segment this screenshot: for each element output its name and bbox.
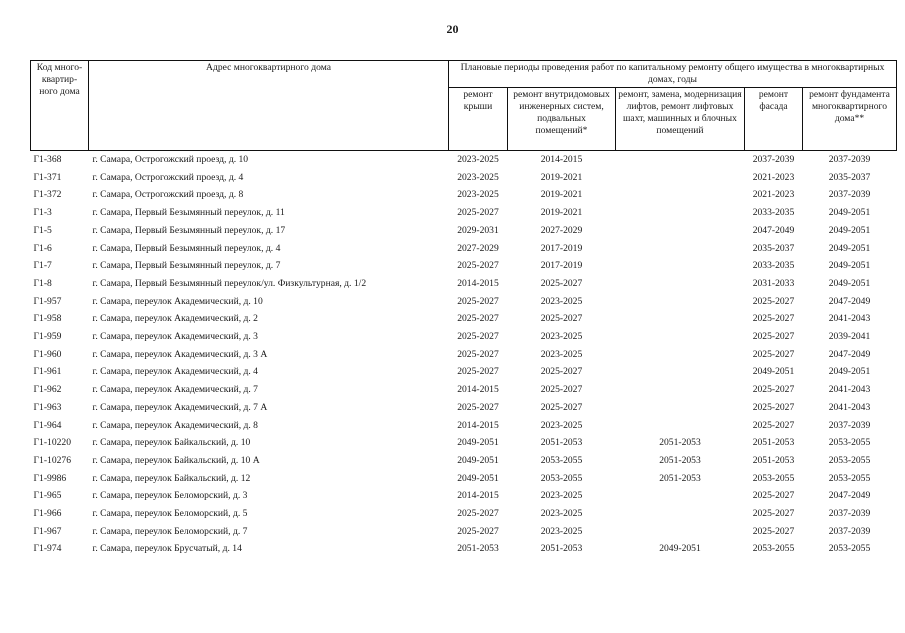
cell-lifts [616,417,745,435]
cell-roof: 2014-2015 [457,384,499,396]
cell-facade: 2025-2027 [752,490,795,502]
cell-code: Г1-9986 [33,472,67,484]
cell-address: г. Самара, Первый Безымянный переулок, д. 11 [92,207,285,219]
cell-systems: 2019-2021 [540,207,583,219]
cell-code: Г1-372 [33,189,62,201]
cell-address: г. Самара, переулок Беломорский, д. 5 [92,508,248,520]
cell-roof: 2014-2015 [457,419,499,431]
cell-foundation: 2049-2051 [828,366,871,378]
table-row [31,222,897,240]
cell-code: Г1-964 [33,419,62,431]
cell-roof: 2025-2027 [457,207,499,219]
cell-code: Г1-967 [33,525,62,537]
cell-facade: 2025-2027 [752,401,795,413]
cell-lifts [616,293,745,311]
cell-systems: 2025-2027 [540,313,583,325]
cell-lifts [616,523,745,541]
cell-foundation: 2035-2037 [828,171,871,183]
cell-foundation: 2049-2051 [828,242,871,254]
cell-roof: 2049-2051 [457,472,499,484]
cell-roof: 2025-2027 [457,295,499,307]
table-row [31,310,897,328]
cell-roof: 2049-2051 [457,437,499,449]
cell-systems: 2019-2021 [540,189,583,201]
cell-foundation: 2053-2055 [828,543,871,555]
cell-systems: 2051-2053 [540,543,583,555]
cell-address: г. Самара, Первый Безымянный переулок, д. 4 [92,242,281,254]
cell-code: Г1-957 [33,295,62,307]
cell-address: г. Самара, переулок Академический, д. 3 А [92,348,268,360]
cell-address: г. Самара, переулок Академический, д. 3 [92,331,258,343]
cell-facade: 2025-2027 [752,419,795,431]
cell-lifts [616,222,745,240]
table-row [31,417,897,435]
cell-code: Г1-6 [33,242,52,254]
cell-address: г. Самара, переулок Академический, д. 4 [92,366,258,378]
cell-lifts [616,240,745,258]
cell-address: г. Самара, переулок Беломорский, д. 7 [92,525,248,537]
cell-facade: 2025-2027 [752,313,795,325]
header-systems: ремонт внутридомовых инженерных систем, подвальных помещений* [508,88,616,151]
cell-roof: 2025-2027 [457,525,499,537]
cell-foundation: 2037-2039 [828,189,871,201]
cell-code: Г1-3 [33,207,52,219]
cell-code: Г1-7 [33,260,52,272]
cell-facade: 2025-2027 [752,384,795,396]
cell-roof: 2014-2015 [457,490,499,502]
cell-address: г. Самара, переулок Беломорский, д. 3 [92,490,248,502]
cell-lifts [616,186,745,204]
table-row [31,328,897,346]
cell-foundation: 2049-2051 [828,207,871,219]
cell-foundation: 2047-2049 [828,348,871,360]
table-row [31,151,897,169]
cell-address: г. Самара, переулок Брусчатый, д. 14 [92,543,242,555]
table-row [31,523,897,541]
cell-roof: 2051-2053 [457,543,499,555]
cell-lifts [616,346,745,364]
cell-code: Г1-8 [33,277,52,289]
cell-code: Г1-960 [33,348,62,360]
cell-lifts [616,399,745,417]
cell-code: Г1-963 [33,401,62,413]
cell-foundation: 2037-2039 [828,525,871,537]
cell-systems: 2023-2025 [540,508,583,520]
cell-roof: 2025-2027 [457,331,499,343]
header-lifts: ремонт, замена, модернизация лифтов, ремонт лифтовых шахт, машинных и блочных помещений [616,88,745,151]
cell-code: Г1-962 [33,384,62,396]
cell-facade: 2047-2049 [752,224,795,236]
cell-systems: 2025-2027 [540,401,583,413]
cell-foundation: 2041-2043 [828,401,871,413]
cell-systems: 2053-2055 [540,472,583,484]
cell-address: г. Самара, переулок Академический, д. 10 [92,295,263,307]
cell-address: г. Самара, переулок Академический, д. 7 А [92,401,268,413]
cell-systems: 2023-2025 [540,331,583,343]
cell-lifts [616,487,745,505]
cell-code: Г1-958 [33,313,62,325]
cell-roof: 2029-2031 [457,224,499,236]
table-row [31,293,897,311]
cell-code: Г1-966 [33,508,62,520]
cell-address: г. Самара, Острогожский проезд, д. 4 [92,171,244,183]
cell-foundation: 2039-2041 [828,331,871,343]
cell-code: Г1-10276 [33,454,72,466]
cell-systems: 2025-2027 [540,366,583,378]
cell-foundation: 2053-2055 [828,454,871,466]
cell-facade: 2031-2033 [752,277,795,289]
cell-roof: 2014-2015 [457,277,499,289]
cell-foundation: 2037-2039 [828,154,871,165]
table-row [31,186,897,204]
cell-facade: 2053-2055 [752,472,795,484]
cell-address: г. Самара, переулок Академический, д. 2 [92,313,258,325]
cell-roof: 2025-2027 [457,313,499,325]
table-row [31,399,897,417]
cell-systems: 2017-2019 [540,242,583,254]
cell-facade: 2053-2055 [752,543,795,555]
cell-address: г. Самара, Острогожский проезд, д. 10 [92,154,249,165]
cell-lifts [616,505,745,523]
table-row [31,540,897,558]
cell-lifts [616,381,745,399]
cell-foundation: 2037-2039 [828,419,871,431]
cell-facade: 2033-2035 [752,207,795,219]
cell-address: г. Самара, переулок Академический, д. 8 [92,419,258,431]
cell-systems: 2027-2029 [540,224,583,236]
table-row [31,346,897,364]
table-row [31,434,897,452]
cell-roof: 2025-2027 [457,348,499,360]
table-row [31,487,897,505]
cell-lifts: 2051-2053 [659,472,701,484]
cell-facade: 2037-2039 [752,154,795,165]
cell-lifts [616,204,745,222]
cell-facade: 2051-2053 [752,437,795,449]
table-row [31,470,897,488]
cell-roof: 2025-2027 [457,508,499,520]
cell-address: г. Самара, переулок Академический, д. 7 [92,384,258,396]
table-row [31,363,897,381]
cell-facade: 2035-2037 [752,242,795,254]
table-row [31,275,897,293]
cell-lifts [616,328,745,346]
cell-lifts [616,363,745,381]
cell-foundation: 2049-2051 [828,260,871,272]
header-row-top [31,61,897,88]
cell-systems: 2023-2025 [540,348,583,360]
cell-foundation: 2047-2049 [828,295,871,307]
header-roof: ремонт крыши [449,88,508,151]
table-row [31,505,897,523]
header-periods: Плановые периоды проведения работ по капитальному ремонту общего имущества в многоквартирных домах, годы [449,61,897,88]
cell-address: г. Самара, Острогожский проезд, д. 8 [92,189,244,201]
cell-code: Г1-368 [33,154,62,165]
cell-address: г. Самара, Первый Безымянный переулок/ул. Физкультурная, д. 1/2 [92,277,367,289]
header-code: Код много-квартир-ного дома [31,61,89,151]
table-row [31,169,897,187]
cell-facade: 2025-2027 [752,295,795,307]
cell-lifts: 2051-2053 [659,437,701,449]
cell-systems: 2023-2025 [540,295,583,307]
cell-roof: 2049-2051 [457,454,499,466]
cell-lifts [616,310,745,328]
cell-foundation: 2049-2051 [828,224,871,236]
cell-facade: 2025-2027 [752,508,795,520]
cell-lifts [616,257,745,275]
cell-foundation: 2041-2043 [828,313,871,325]
cell-lifts: 2049-2051 [659,543,701,555]
table-row [31,240,897,258]
cell-code: Г1-961 [33,366,62,378]
cell-code: Г1-5 [33,224,52,236]
cell-systems: 2023-2025 [540,525,583,537]
repair-schedule-table [30,60,897,558]
cell-foundation: 2047-2049 [828,490,871,502]
cell-code: Г1-965 [33,490,62,502]
cell-lifts [616,169,745,187]
cell-facade: 2033-2035 [752,260,795,272]
cell-facade: 2021-2023 [752,171,795,183]
cell-facade: 2025-2027 [752,525,795,537]
cell-systems: 2023-2025 [540,490,583,502]
cell-facade: 2025-2027 [752,348,795,360]
cell-address: г. Самара, переулок Байкальский, д. 12 [92,472,251,484]
cell-lifts [616,151,745,169]
cell-roof: 2023-2025 [457,171,499,183]
cell-roof: 2023-2025 [457,189,499,201]
cell-code: Г1-10220 [33,437,72,449]
cell-roof: 2025-2027 [457,366,499,378]
cell-facade: 2021-2023 [752,189,795,201]
cell-address: г. Самара, Первый Безымянный переулок, д. 17 [92,224,286,236]
cell-roof: 2025-2027 [457,401,499,413]
cell-systems: 2025-2027 [540,384,583,396]
cell-foundation: 2053-2055 [828,472,871,484]
cell-address: г. Самара, переулок Байкальский, д. 10 [92,437,251,449]
cell-lifts [616,275,745,293]
cell-systems: 2017-2019 [540,260,583,272]
cell-address: г. Самара, Первый Безымянный переулок, д. 7 [92,260,281,272]
table-row [31,381,897,399]
header-address: Адрес многоквартирного дома [89,61,449,151]
cell-foundation: 2053-2055 [828,437,871,449]
table-row [31,257,897,275]
cell-roof: 2027-2029 [457,242,499,254]
cell-address: г. Самара, переулок Байкальский, д. 10 А [92,454,260,466]
cell-code: Г1-959 [33,331,62,343]
header-foundation: ремонт фундамента многоквартирного дома** [803,88,897,151]
cell-lifts: 2051-2053 [659,454,701,466]
cell-facade: 2025-2027 [752,331,795,343]
cell-systems: 2053-2055 [540,454,583,466]
cell-code: Г1-371 [33,171,62,183]
cell-facade: 2049-2051 [752,366,795,378]
cell-systems: 2023-2025 [540,419,583,431]
cell-foundation: 2049-2051 [828,277,871,289]
cell-systems: 2025-2027 [540,277,583,289]
cell-roof: 2025-2027 [457,260,499,272]
table-row [31,204,897,222]
cell-systems: 2051-2053 [540,437,583,449]
table-body [31,151,897,559]
page-number: 20 [446,22,459,36]
cell-code: Г1-974 [33,543,62,555]
cell-systems: 2014-2015 [540,154,583,165]
cell-roof: 2023-2025 [457,154,499,165]
cell-foundation: 2041-2043 [828,384,871,396]
cell-foundation: 2037-2039 [828,508,871,520]
cell-facade: 2051-2053 [752,454,795,466]
table-row [31,452,897,470]
cell-systems: 2019-2021 [540,171,583,183]
header-facade: ремонт фасада [745,88,803,151]
